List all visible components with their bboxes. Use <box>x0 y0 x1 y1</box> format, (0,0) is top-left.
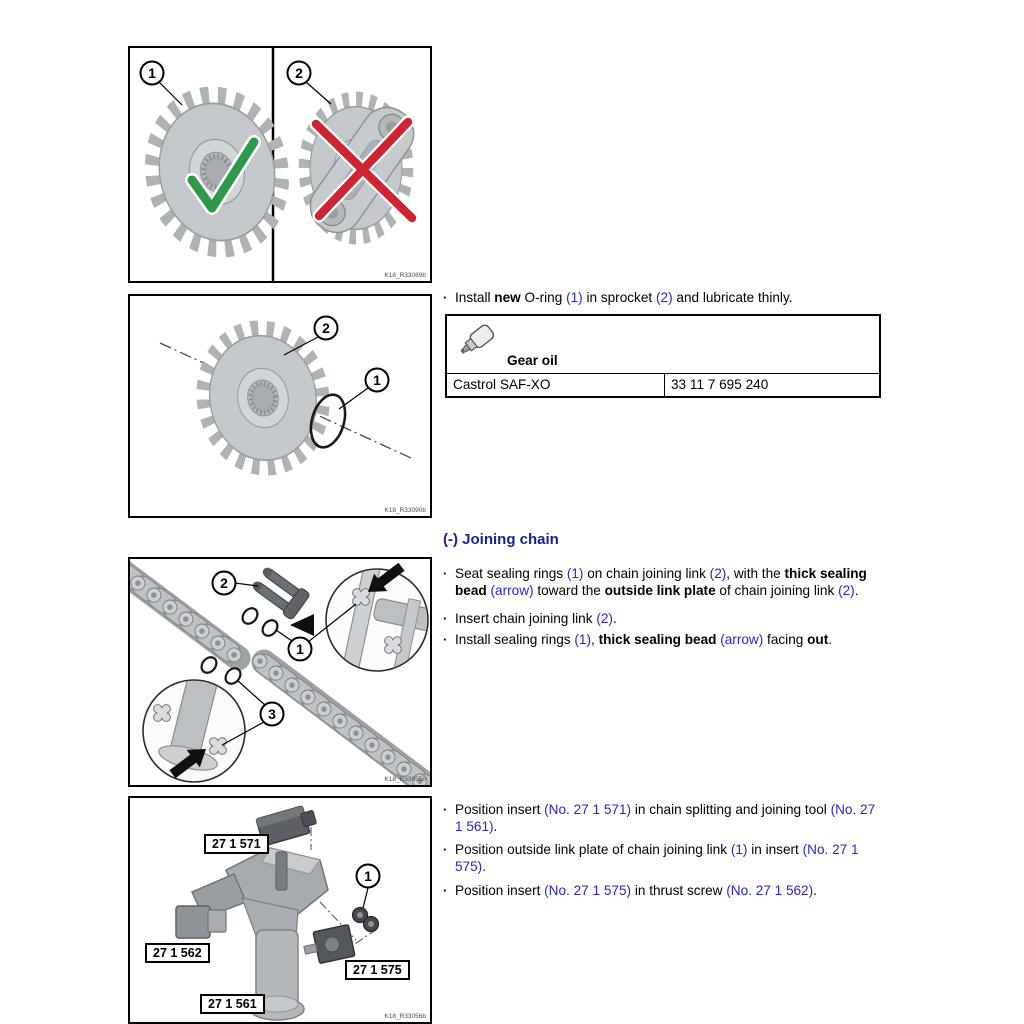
reference-link[interactable]: 575) <box>455 859 483 874</box>
lubricant-product: Castrol SAF-XO <box>447 374 665 396</box>
instruction-text: Insert chain joining link (2). <box>455 611 617 626</box>
reference-link[interactable]: (No. 27 <box>830 802 876 817</box>
reference-link[interactable]: (1) <box>730 842 748 857</box>
joining-chain-heading[interactable]: (-) Joining chain <box>443 531 559 548</box>
outside-link-plate <box>353 908 379 932</box>
callout-1-label: 1 <box>364 868 372 884</box>
instruction-install-sealing-rings <box>443 631 885 648</box>
lubricant-table-row <box>447 374 879 396</box>
reference-link[interactable]: (No. 27 1 575) <box>544 883 632 898</box>
lubricant-table-header <box>447 316 879 374</box>
lubricant-part-number: 33 11 7 695 240 <box>671 377 769 392</box>
reference-link[interactable]: (1) <box>566 290 583 305</box>
tool-number-box-27-1-571: 27 1 571 <box>204 834 269 854</box>
reference-link[interactable]: (arrow) <box>720 632 764 647</box>
figure-sprocket-comparison <box>128 46 432 283</box>
gear-oil-icon <box>459 322 501 356</box>
bullet-marker: · <box>443 632 448 647</box>
reference-link[interactable]: (No. 27 1 562) <box>726 883 814 898</box>
reference-link[interactable]: (2) <box>838 583 855 598</box>
tool-number-box-27-1-561: 27 1 561 <box>200 994 265 1014</box>
bullet-marker: · <box>443 611 448 626</box>
sprocket-comparison-illustration <box>130 48 430 281</box>
callout-2-label: 2 <box>220 575 228 591</box>
reference-link[interactable]: (No. 27 1 <box>802 842 859 857</box>
lubricant-table <box>445 314 881 398</box>
chain-joining-link <box>249 563 310 620</box>
figure-id-label: K18_R33055b <box>384 776 426 783</box>
instruction-position-link-plate <box>443 841 885 875</box>
tool-number-box-27-1-575: 27 1 575 <box>345 960 410 980</box>
bullet-marker: · <box>443 566 448 581</box>
callout-1-label: 1 <box>373 372 381 388</box>
figure-chain-tool <box>128 796 432 1024</box>
instruction-text: Position insert (No. 27 1 571) in chain splitting and joining tool (No. 27 1 561). <box>455 802 876 834</box>
callout-2-label: 2 <box>295 65 303 81</box>
bullet-marker: · <box>443 290 448 305</box>
reference-link[interactable]: (2) <box>596 611 613 626</box>
reference-link[interactable]: (2) <box>709 566 727 581</box>
callout-2-label: 2 <box>322 320 330 336</box>
instruction-text: Seat sealing rings (1) on chain joining link (2), with the thick sealing bead (arrow) toward the outside link plate of chain joining link (2). <box>455 566 867 598</box>
thrust-screw <box>176 906 226 938</box>
instruction-position-insert-575 <box>443 882 885 899</box>
bullet-marker: · <box>443 842 448 857</box>
chain-tool-illustration <box>130 798 430 1022</box>
lubricant-type-label: Gear oil <box>507 353 558 368</box>
reference-link[interactable]: (arrow) <box>490 583 534 598</box>
sprocket-oring-illustration <box>130 296 430 516</box>
reference-link[interactable]: (2) <box>655 290 673 305</box>
figure-id-label: K18_R33090b <box>384 507 426 514</box>
instruction-insert-joining-link <box>443 610 885 627</box>
callout-3-label: 3 <box>268 706 276 722</box>
figure-sprocket-oring <box>128 294 432 518</box>
reference-link[interactable]: (1) <box>566 566 584 581</box>
instruction-install-oring <box>443 289 885 306</box>
figure-id-label: K18_R33056b <box>384 1013 426 1020</box>
instruction-text: Install sealing rings (1), thick sealing bead (arrow) facing out. <box>455 632 833 647</box>
instruction-position-insert-571 <box>443 801 885 835</box>
callout-1-label: 1 <box>296 641 304 657</box>
instruction-text: Position insert (No. 27 1 575) in thrust screw (No. 27 1 562). <box>455 883 817 898</box>
reference-link[interactable]: (1) <box>574 632 592 647</box>
bullet-marker: · <box>443 802 448 817</box>
reference-link[interactable]: (No. 27 1 571) <box>544 802 632 817</box>
instruction-seat-sealing-rings <box>443 565 885 599</box>
instruction-text: Install new O-ring (1) in sprocket (2) and lubricate thinly. <box>455 290 793 305</box>
callout-1-label: 1 <box>148 65 156 81</box>
chain-joining-illustration <box>130 559 430 785</box>
bullet-marker: · <box>443 883 448 898</box>
reference-link[interactable]: 1 561) <box>455 819 494 834</box>
figure-chain-joining <box>128 557 432 787</box>
tool-number-box-27-1-562: 27 1 562 <box>145 943 210 963</box>
figure-id-label: K18_R33089b <box>384 272 426 279</box>
instruction-text: Position outside link plate of chain joining link (1) in insert (No. 27 1 575). <box>455 842 859 874</box>
